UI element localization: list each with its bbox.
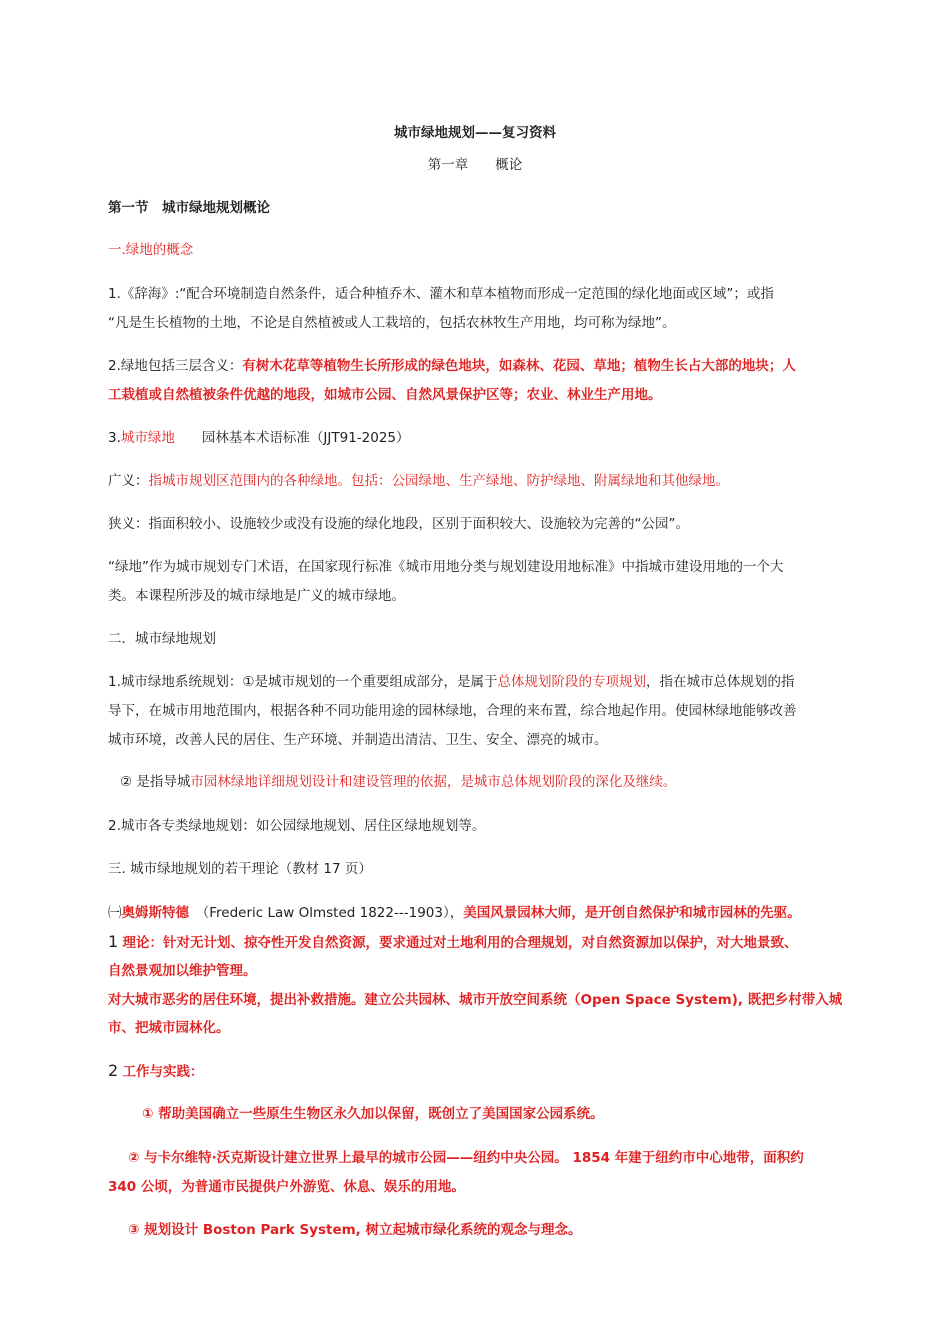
practice-item-1: ① 帮助美国确立一些原生生物区永久加以保留，既创立了美国国家公园系统。 bbox=[142, 1106, 604, 1122]
guidance-highlight: 市园林绿地详细规划设计和建设管理的依据，是城市总体规划阶段的深化及继续。 bbox=[190, 774, 677, 790]
practice-item-2a: ② 与卡尔维特·沃克斯设计建立世界上最早的城市公园——纽约中央公园。 1854 年建于纽约市中心地带，面积约 bbox=[128, 1150, 804, 1166]
paragraph-system-planning-3: 城市环境，改善人民的居住、生产环境、并制造出清洁、卫生、安全、漂亮的城市。 bbox=[108, 732, 608, 748]
heading-green-planning: 二．城市绿地规划 bbox=[108, 631, 216, 647]
system-planning-text: 1.城市绿地系统规划：①是城市规划的一个重要组成部分，是属于 bbox=[108, 674, 498, 690]
olmsted-description: 美国风景园林大师，是开创自然保护和城市园林的先驱。 bbox=[463, 905, 801, 921]
paragraph-cihai-1: 1.《辞海》:“配合环境制造自然条件，适合种植乔木、灌木和草本植物而形成一定范围的绿化地面或区域”；或指 bbox=[108, 286, 774, 302]
paragraph-broad-sense bbox=[108, 471, 729, 491]
section-heading: 第一节 城市绿地规划概论 bbox=[108, 200, 270, 216]
guidance-label: ② 是指导城 bbox=[120, 774, 191, 790]
three-meanings-label: 2.绿地包括三层含义： bbox=[108, 358, 243, 374]
heading-theories: 三. 城市绿地规划的若干理论（教材 17 页） bbox=[108, 861, 372, 877]
paragraph-special-planning: 2.城市各专类绿地规划：如公园绿地规划、居住区绿地规划等。 bbox=[108, 818, 486, 834]
paragraph-system-planning-2: 导下，在城市用地范围内，根据各种不同功能用途的园林绿地，合理的来布置，综合地起作用。使园林绿地能够改善 bbox=[108, 703, 797, 719]
paragraph-term-1: “绿地”作为城市规划专门术语，在国家现行标准《城市用地分类与规划建设用地标准》中指城市建设用地的一个大 bbox=[108, 559, 784, 575]
chapter-heading: 第一章 概论 bbox=[427, 157, 523, 173]
urban-green-term: 城市绿地 bbox=[120, 430, 175, 446]
practice-label: 工作与实践： bbox=[122, 1064, 204, 1080]
paragraph-theory-2: 自然景观加以维护管理。 bbox=[108, 963, 257, 979]
paragraph-olmsted bbox=[108, 903, 801, 923]
broad-sense-label: 广义： bbox=[108, 473, 149, 489]
theory-text-1: 理论：针对无计划、掠夺性开发自然资源，要求通过对土地利用的合理规划，对自然资源加以保护，对大地景致、 bbox=[122, 935, 798, 951]
three-meanings-text: 有树木花草等植物生长所形成的绿色地块，如森林、花园、草地；植物生长占大部的地块；人 bbox=[242, 358, 796, 374]
olmsted-name: 奥姆斯特德 bbox=[121, 905, 189, 921]
olmsted-dates: （Frederic Law Olmsted 1822---1903）， bbox=[189, 905, 464, 921]
doc-title: 城市绿地规划——复习资料 bbox=[394, 125, 556, 141]
paragraph-system-planning-1 bbox=[108, 672, 794, 692]
practice-item-3: ③ 规划设计 Boston Park System, 树立起城市绿化系统的观念与理念。 bbox=[128, 1222, 582, 1238]
paragraph-narrow-sense: 狭义：指面积较小、设施较少或没有设施的绿化地段，区别于面积较大、设施较为完善的“公园”。 bbox=[108, 516, 689, 532]
practice-number: 2 bbox=[108, 1061, 119, 1080]
paragraph-three-meanings-1 bbox=[108, 356, 796, 376]
paragraph-three-meanings-2: 工栽植或自然植被条件优越的地段，如城市公园、自然风景保护区等；农业、林业生产用地。 bbox=[108, 387, 662, 403]
paragraph-term-2: 类。本课程所涉及的城市绿地是广义的城市绿地。 bbox=[108, 588, 405, 604]
urban-green-number: 3. bbox=[108, 430, 121, 446]
system-planning-tail: ，指在城市总体规划的指 bbox=[645, 674, 795, 690]
theory-number: 1 bbox=[108, 932, 119, 951]
paragraph-theory-4: 市、把城市园林化。 bbox=[108, 1020, 230, 1036]
paragraph-theory-3: 对大城市恶劣的居住环境，提出补救措施。建立公共园林、城市开放空间系统（Open Space System), 既把乡村带入城 bbox=[108, 992, 843, 1008]
paragraph-guidance bbox=[120, 772, 676, 792]
practice-item-2b: 340 公顷，为普通市民提供户外游览、休息、娱乐的用地。 bbox=[108, 1179, 465, 1195]
paragraph-theory-1 bbox=[108, 932, 797, 953]
heading-green-space-concept: 一.绿地的概念 bbox=[108, 242, 194, 258]
paragraph-urban-green bbox=[108, 428, 410, 448]
olmsted-marker: ㈠ bbox=[108, 905, 122, 921]
broad-sense-definition: 指城市规划区范围内的各种绿地。包括：公园绿地、生产绿地、防护绿地、附属绿地和其他绿地。 bbox=[148, 473, 729, 489]
paragraph-practice-heading bbox=[108, 1061, 203, 1082]
urban-green-standard: 园林基本术语标准（JJT91-2025） bbox=[174, 430, 410, 446]
system-planning-highlight: 总体规划阶段的专项规划 bbox=[497, 674, 646, 690]
paragraph-cihai-2: “凡是生长植物的土地，不论是自然植被或人工栽培的，包括农林牧生产用地，均可称为绿地”。 bbox=[108, 315, 676, 331]
